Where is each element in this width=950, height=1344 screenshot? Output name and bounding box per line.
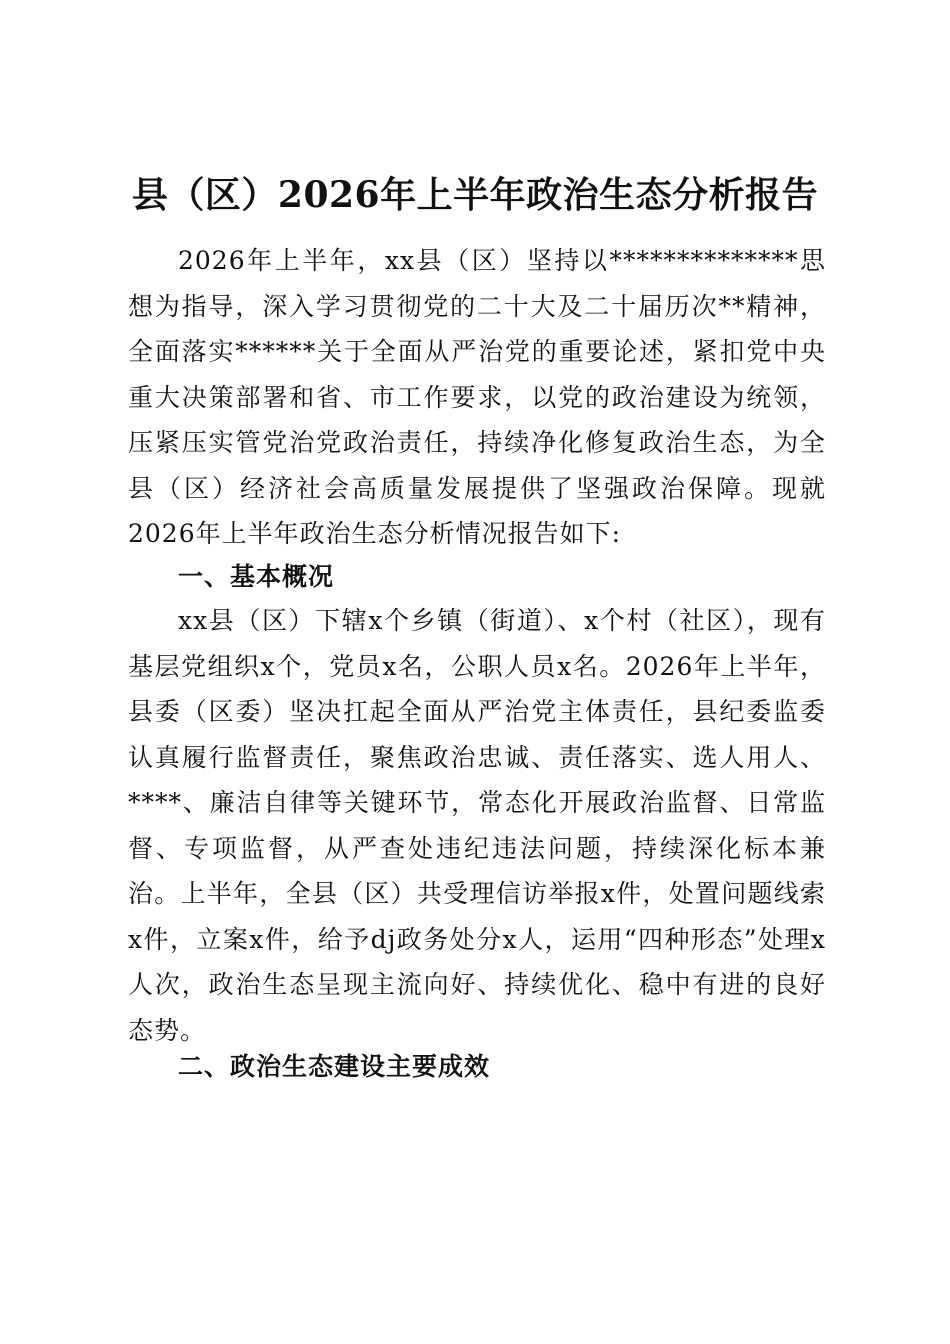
document-title: 县（区）2026年上半年政治生态分析报告 bbox=[131, 174, 819, 216]
intro-paragraph: 2026年上半年，xx县（区）坚持以**************思想为指导，深入学习贯彻党的二十大及二十届历次**精神，全面落实******关于全面从严治党的重要论述，紧扣党中央重大决策部署和省、市工作要求，以党的政治建设为统领，压紧压实管党治党政治责任，持续净化修复政治生态，为全县（区）经济社会高质量发展提供了坚强政治保障。现就2026年上半年政治生态分析情况报告如下: bbox=[128, 246, 826, 548]
section-heading-basic-overview: 一、基本概况 bbox=[178, 562, 335, 591]
section-heading-achievements: 二、政治生态建设主要成效 bbox=[178, 1052, 491, 1081]
overview-paragraph: xx县（区）下辖x个乡镇（街道）、x个村（社区），现有基层党组织x个，党员x名，公职人员x名。2026年上半年，县委（区委）坚决扛起全面从严治党主体责任，县纪委监委认真履行监督责任，聚焦政治忠诚、责任落实、选人用人、****、廉洁自律等关键环节，常态化开展政治监督、日常监督、专项监督，从严查处违纪违法问题，持续深化标本兼治。上半年，全县（区）共受理信访举报x件，处置问题线索x件，立案x件，给予dj政务处分x人，运用“四种形态”处理x人次，政治生态呈现主流向好、持续优化、稳中有进的良好态势。 bbox=[128, 606, 826, 1045]
